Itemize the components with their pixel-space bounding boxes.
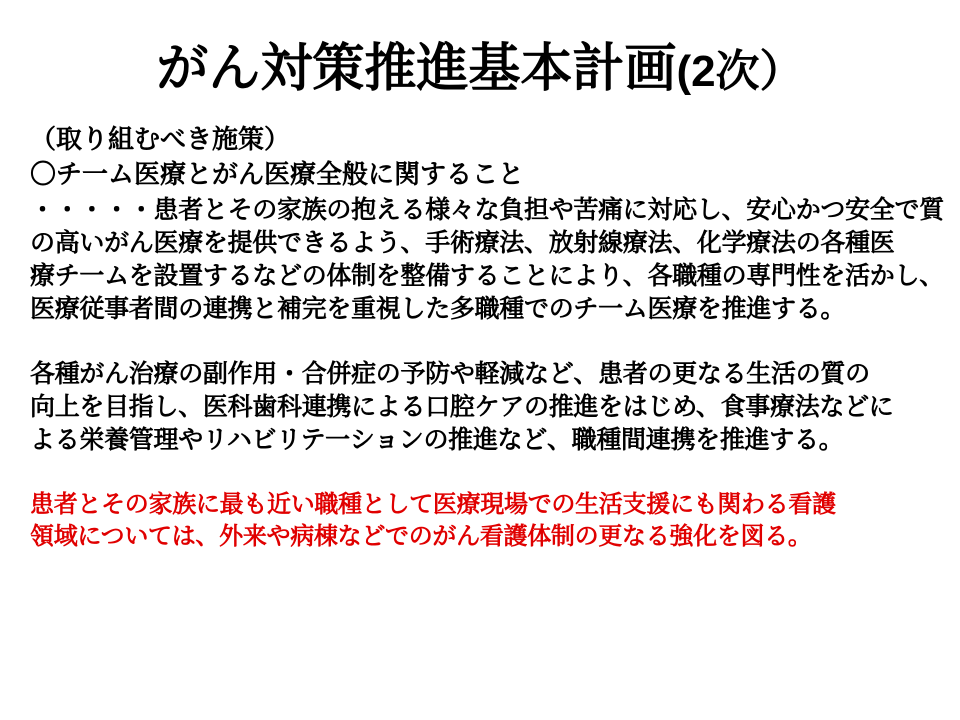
- page-title-suffix: (2次）: [676, 47, 804, 96]
- slide-body: [30, 122, 944, 553]
- paragraph-line: 向上を目指し、医科歯科連携による口腔ケアの推進をはじめ、食事療法などに: [30, 393, 894, 422]
- page-title-main: がん対策推進基本計画: [156, 40, 677, 98]
- paragraph-line: ・・・・・患者とその家族の抱える様々な負担や苦痛に対応し、安心かつ安全で質: [30, 196, 944, 225]
- paragraph-team-medicine: [30, 194, 944, 326]
- paragraph-line: 療チ一ムを設置するなどの体制を整備することにより、各職種の専門性を活かし、: [30, 262, 944, 291]
- paragraph-line: よる栄養管理やリハビリテ一ションの推進など、職種間連携を推進する。: [30, 426, 844, 455]
- paragraph-line: 患者とその家族に最も近い職種として医療現場での生活支援にも関わる看護: [30, 491, 836, 519]
- paragraph-line: 医療従事者間の連携と補完を重視した多職種でのチ一ム医療を推進する。: [30, 295, 846, 324]
- page-title: [0, 26, 960, 101]
- paragraph-line: 領域については、外来や病棟などでのがん看護体制の更なる強化を図る。: [30, 522, 812, 550]
- spacer: [30, 457, 935, 487]
- body-heading-team-medicine: 〇チ一ム医療とがん医療全般に関すること: [30, 159, 525, 190]
- paragraph-nursing-highlight: [30, 489, 935, 552]
- paragraph-line: の高いがん医療を提供できるよう、手術療法、放射線療法、化学療法の各種医: [30, 229, 895, 258]
- spacer: [30, 326, 935, 356]
- paragraph-side-effects: [30, 358, 935, 457]
- body-heading-measures: （取り組むべき施策）: [30, 124, 291, 154]
- paragraph-line: 各種がん治療の副作用・合併症の予防や軽減など、患者の更なる生活の質の: [30, 360, 870, 389]
